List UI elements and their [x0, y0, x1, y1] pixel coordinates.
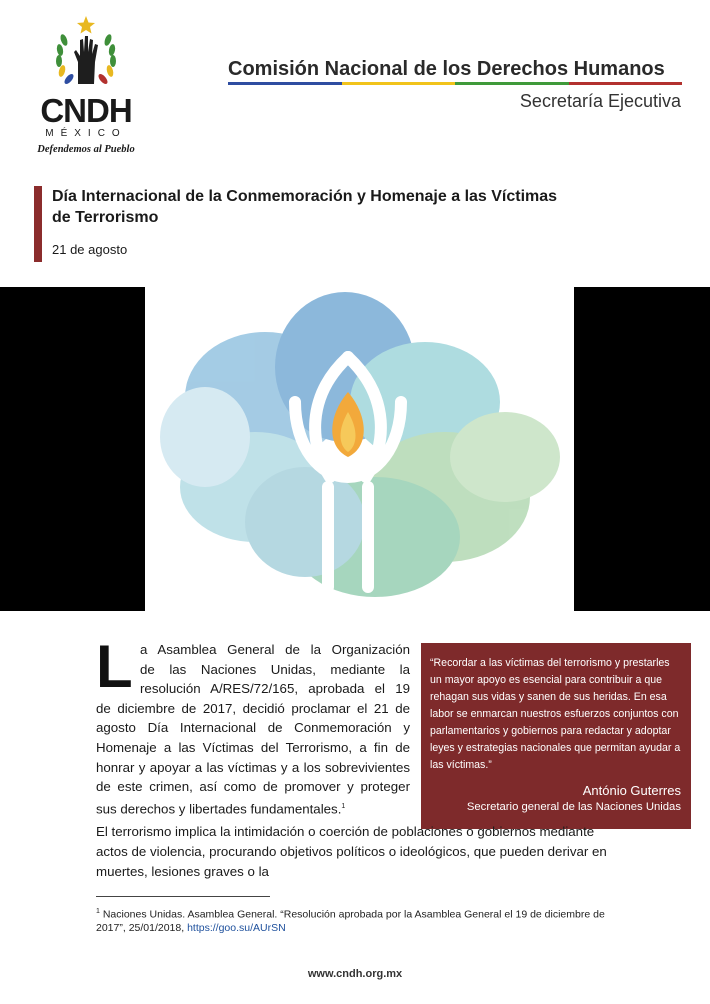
title-line-2: de Terrorismo [52, 209, 159, 226]
watercolor-flame-flower-emblem [145, 287, 574, 611]
title-accent-bar [34, 186, 42, 262]
paragraph-1-last-line [96, 797, 410, 819]
paragraph-1-line: de las Naciones Unidas, mediante la [140, 661, 410, 677]
hero-image [0, 287, 710, 611]
document-date: 21 de agosto [52, 242, 128, 257]
logo-country: MÉXICO [45, 128, 127, 139]
footer-website[interactable]: www.cndh.org.mx [307, 968, 403, 980]
title-line-1: Día Internacional de la Conmemoración y Homenaje a las Víctimas [52, 188, 558, 205]
header-color-bar [228, 82, 682, 85]
color-bar-blue [228, 82, 342, 85]
paragraph-1-line: a Asamblea General de la Organización [140, 642, 410, 657]
paragraph-1-line: de diciembre de 2017, decidió proclamar el 21 de [96, 700, 410, 716]
footnote [96, 905, 616, 935]
paragraph-1-line: de este crimen, así como de promover y proteger [96, 779, 410, 795]
quote-text: “Recordar a las víctimas del terrorismo y prestarles un mayor apoyo es esencial para contribuir a que rehagan sus vidas y sanen de sus heridas. En esa labor se enmarcan nuestros esfuerzos conjuntos con parlamentarios y gobiernos para redactar y adoptar leyes y estrategias nacionales que permitan ayudar a las víctimas.” [430, 657, 681, 771]
quote-author: António Guterres [582, 783, 681, 798]
cndh-logo [26, 14, 146, 164]
paragraph-1-line: honrar y apoyar a las víctimas y a los sobrevivientes [96, 759, 410, 775]
paragraph-1-line: agosto Día Internacional de Conmemoración y [96, 720, 410, 736]
logo-acronym: CNDH [40, 92, 132, 129]
footnote-ref: 1 [341, 802, 346, 810]
paragraph-1-line: Homenaje a las Víctimas del Terrorismo, a fin de [96, 739, 410, 755]
drop-cap: L [96, 633, 133, 700]
raised-hand-laurel-icon [44, 14, 128, 92]
paragraph-1-line: sus derechos y libertades fundamentales. [96, 801, 342, 817]
color-bar-green [455, 82, 569, 85]
organization-name: Comisión Nacional de los Derechos Humanos [228, 58, 665, 80]
color-bar-yellow [342, 82, 456, 85]
paragraph-1 [96, 633, 410, 819]
quote-author-role: Secretario general de las Naciones Unidas [466, 801, 681, 813]
footnote-link[interactable]: https://goo.su/AUrSN [187, 921, 286, 934]
logo-motto: Defendemos al Pueblo [37, 144, 135, 155]
paragraph-1-line: resolución A/RES/72/165, aprobada el 19 [140, 681, 410, 697]
paragraph-2: El terrorismo implica la intimidación o coerción de poblaciones o gobiernos mediante actos de violencia, procurando objetivos políticos o ideológicos, que pueden derivar en muertes, lesiones graves o la [96, 824, 607, 879]
hero-right-black-band [574, 287, 710, 611]
quote-box [421, 643, 691, 829]
footnote-divider [96, 896, 270, 897]
document-title [52, 186, 662, 228]
color-bar-red [569, 82, 683, 85]
footnote-number: 1 [96, 908, 100, 915]
unit-name: Secretaría Ejecutiva [519, 91, 681, 111]
footnote-text: Naciones Unidas. Asamblea General. “Resolución aprobada por la Asamblea General el 19 de diciembre de 2017”, 25/01/2018, [96, 908, 605, 934]
hero-left-black-band [0, 287, 145, 611]
